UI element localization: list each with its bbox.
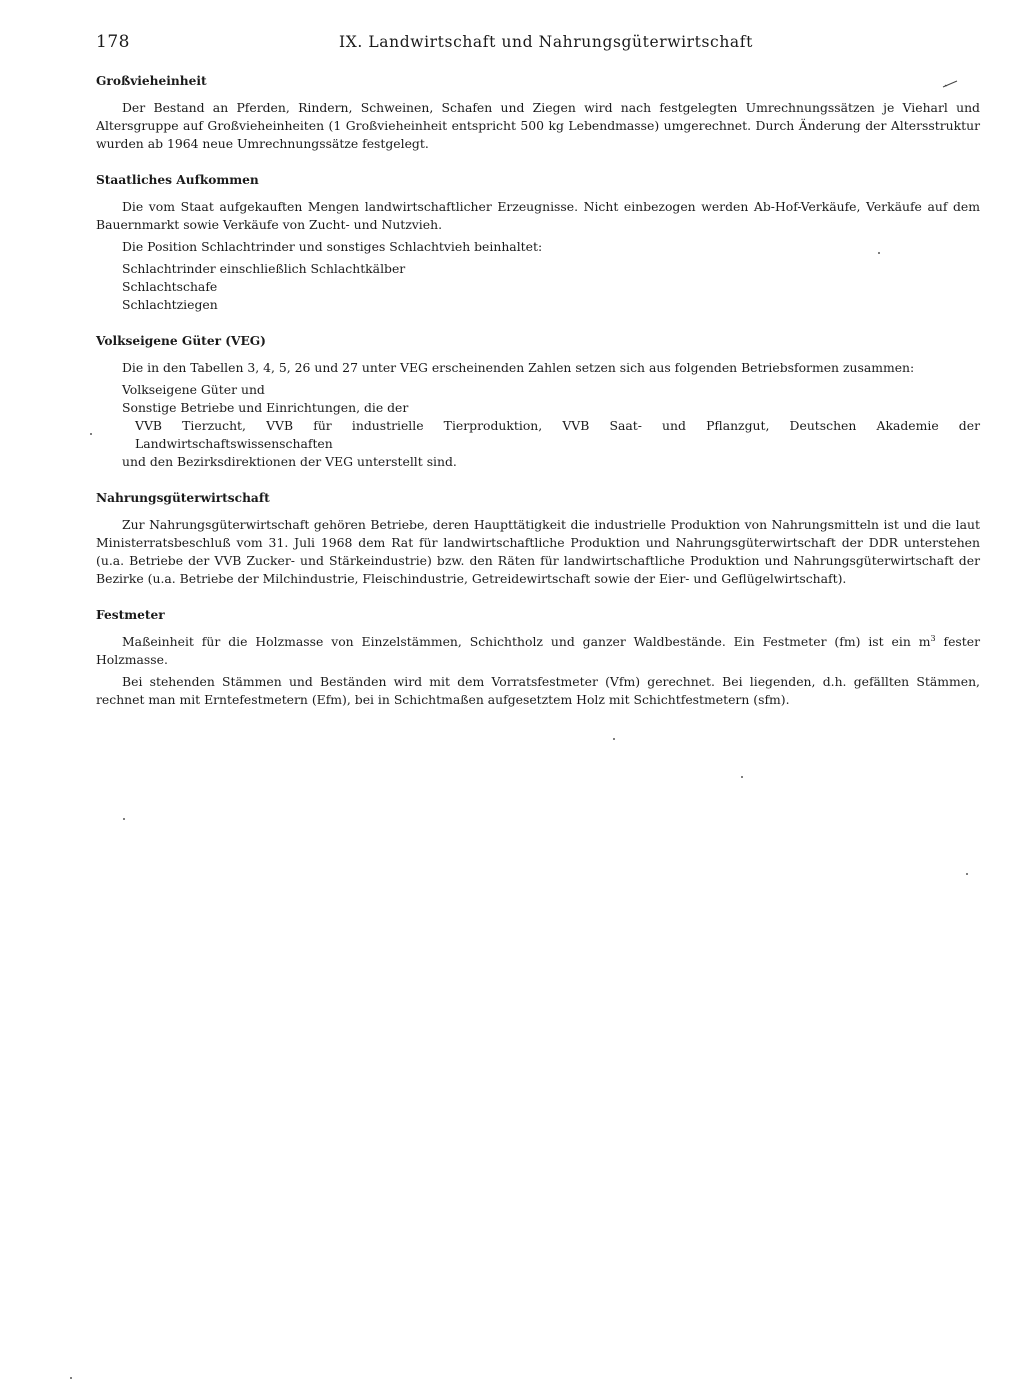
paragraph: Bei stehenden Stämmen und Beständen wird mit dem Vorratsfestmeter (Vfm) gerechnet. Bei liegenden, d.h. gefällten Stämmen, rechnet man mit Erntefestmetern (Efm), bei in Schichtmaßen aufgesetztem Holz mit Schichtfestmetern (sfm). [96, 674, 980, 707]
scan-speck [90, 433, 92, 435]
list [96, 260, 980, 314]
section-heading: Festmeter [96, 608, 165, 622]
section-staatliches-aufkommen [96, 171, 980, 314]
paragraph-text: fester Holzmasse. [96, 634, 981, 667]
paragraph [96, 633, 980, 669]
sub-list-continuation: und den Bezirksdirektionen der VEG unterstellt sind. [122, 454, 457, 469]
list-item: Sonstige Betriebe und Einrichtungen, die der [122, 400, 409, 415]
list-item: Schlachtschafe [122, 279, 218, 294]
document-body [96, 72, 980, 727]
page-number: 178 [96, 32, 130, 52]
section-grossvieheinheit [96, 72, 980, 153]
list-item: Schlachtziegen [122, 297, 218, 312]
paragraph: Zur Nahrungsgüterwirtschaft gehören Betriebe, deren Haupttätigkeit die industrielle Produktion von Nahrungsmitteln ist und die laut Ministerratsbeschluß vom 31. Juli 1968 dem Rat für landwirtschaftliche Produktion und Nahrungsgüterwirtschaft der DDR unterstehen (u.a. Betriebe der VVB Zucker- und Stärkeindustrie) bzw. den Räten für landwirtschaftliche Produktion und Nahrungsgüterwirtschaft der Bezirke (u.a. Betriebe der Milchindustrie, Fleischindustrie, Getreidewirtschaft sowie der Eier- und Geflügelwirtschaft). [96, 517, 980, 586]
scan-speck [741, 776, 743, 778]
list-item: Volkseigene Güter und [122, 382, 265, 397]
superscript: 3 [930, 634, 936, 643]
section-heading: Nahrungsgüterwirtschaft [96, 491, 270, 505]
scan-speck [613, 738, 615, 740]
sub-list-text: VVB Tierzucht, VVB für industrielle Tierproduktion, VVB Saat- und Pflanzgut, Deutschen Akademie der Landwirtschaftswissenschaften [135, 418, 980, 451]
scan-speck [878, 252, 880, 254]
section-volkseigene-gueter [96, 332, 980, 471]
section-heading: Volkseigene Güter (VEG) [96, 334, 266, 348]
section-nahrungsgueterwirtschaft [96, 489, 980, 588]
paragraph: Die Position Schlachtrinder und sonstiges Schlachtvieh beinhaltet: [122, 239, 543, 254]
scan-speck [966, 873, 968, 875]
paragraph: Der Bestand an Pferden, Rindern, Schweinen, Schafen und Ziegen wird nach festgelegten Umrechnungssätzen je Vieharl und Altersgruppe auf Großvieheinheiten (1 Großvieheinheit entspricht 500 kg Lebendmasse) umgerechnet. Durch Änderung der Altersstruktur wurden ab 1964 neue Umrechnungssätze festgelegt. [96, 100, 980, 151]
section-festmeter [96, 606, 980, 709]
section-heading: Staatliches Aufkommen [96, 173, 259, 187]
list-item: Schlachtrinder einschließlich Schlachtkälber [122, 261, 406, 276]
running-head: IX. Landwirtschaft und Nahrungsgüterwirtschaft [339, 33, 753, 51]
scan-speck [123, 818, 125, 820]
section-heading: Großvieheinheit [96, 74, 207, 88]
sub-list-item [122, 417, 980, 471]
scan-speck [70, 1377, 72, 1379]
paragraph: Die vom Staat aufgekauften Mengen landwirtschaftlicher Erzeugnisse. Nicht einbezogen werden Ab-Hof-Verkäufe, Verkäufe auf dem Bauernmarkt sowie Verkäufe von Zucht- und Nutzvieh. [96, 199, 980, 232]
list [96, 381, 980, 471]
paragraph: Die in den Tabellen 3, 4, 5, 26 und 27 unter VEG erscheinenden Zahlen setzen sich aus folgenden Betriebsformen zusammen: [122, 360, 915, 375]
paragraph-text: Maßeinheit für die Holzmasse von Einzelstämmen, Schichtholz und ganzer Waldbestände. Ein Festmeter (fm) ist ein m [122, 634, 931, 649]
